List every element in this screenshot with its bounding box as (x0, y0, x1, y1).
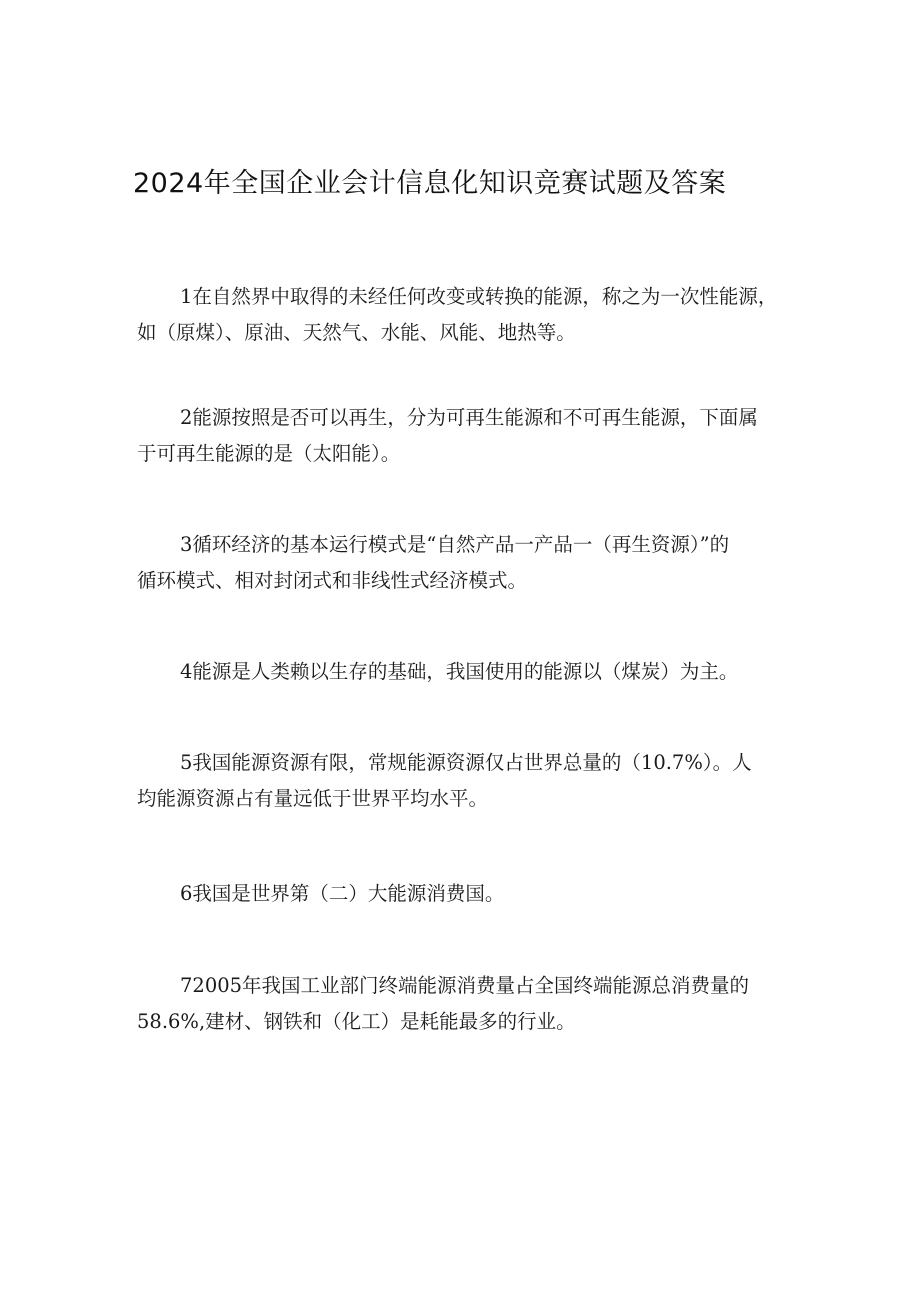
question-3-line-1: 3循环经济的基本运行模式是“自然产品一产品一（再生资源）”的 (180, 533, 730, 556)
question-5-line-1: 5我国能源资源有限，常规能源资源仅占世界总量的（10.7%）。人 (180, 751, 752, 774)
question-4-line-1: 4能源是人类赖以生存的基础，我国使用的能源以（煤炭）为主。 (180, 660, 739, 683)
question-4 (137, 654, 797, 690)
question-2 (137, 400, 797, 472)
question-7-line-1: 72005年我国工业部门终端能源消费量占全国终端能源总消费量的 (180, 974, 750, 997)
question-6-line-1: 6我国是世界第（二）大能源消费国。 (180, 882, 505, 905)
question-7-line-2: 58.6%,建材、钢铁和（化工）是耗能最多的行业。 (137, 1010, 576, 1033)
question-1-line-2: 如（原煤）、原油、天然气、水能、风能、地热等。 (137, 321, 576, 344)
question-2-line-2: 于可再生能源的是（太阳能）。 (137, 442, 401, 465)
question-1 (137, 279, 797, 351)
question-5-line-2: 均能源资源占有量远低于世界平均水平。 (137, 787, 489, 810)
question-2-line-1: 2能源按照是否可以再生，分为可再生能源和不可再生能源，下面属 (180, 406, 758, 429)
question-5 (137, 745, 797, 817)
document-title: 2024年全国企业会计信息化知识竞赛试题及答案 (133, 168, 727, 199)
question-3 (137, 527, 797, 599)
question-6 (137, 876, 797, 912)
question-1-line-1: 1在自然界中取得的未经任何改变或转换的能源，称之为一次性能源， (180, 285, 778, 308)
question-3-line-2: 循环模式、相对封闭式和非线性式经济模式。 (137, 569, 528, 592)
question-7 (137, 968, 797, 1040)
